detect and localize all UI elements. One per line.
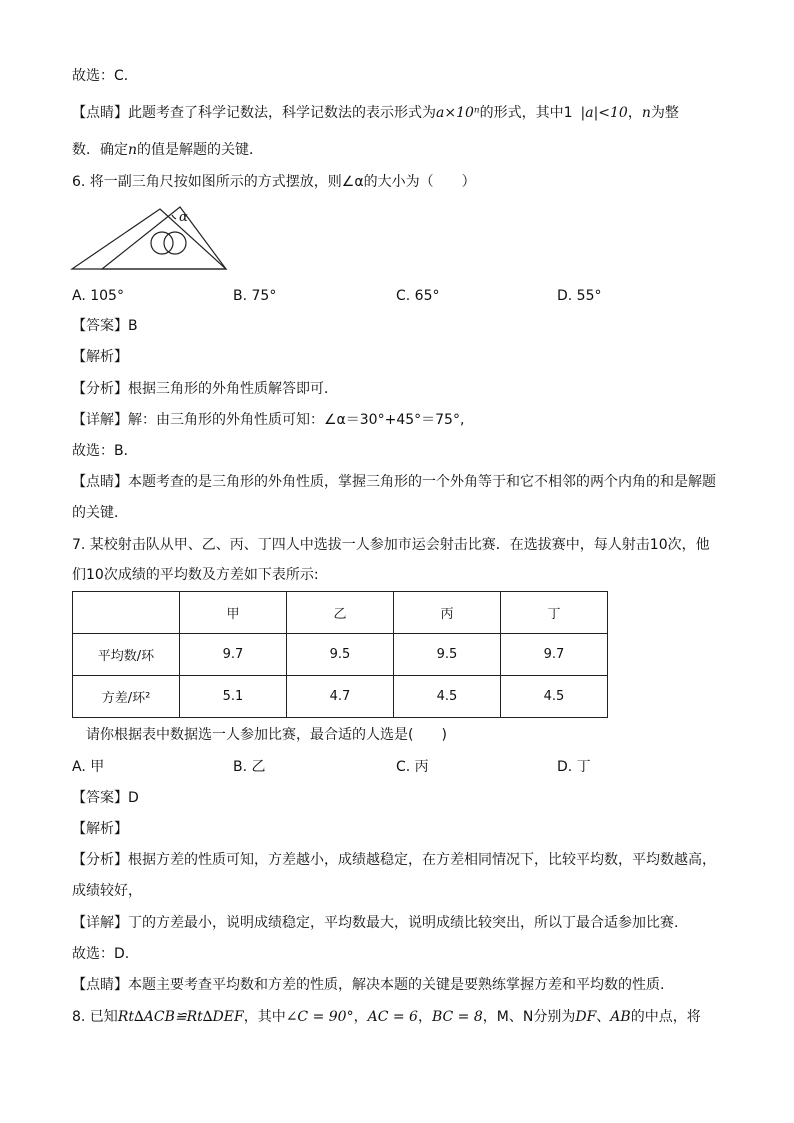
question-text: 的中点，将: [630, 1009, 701, 1025]
option-6-a: A. 105°: [72, 288, 124, 304]
answer-6: 【答案】B: [72, 318, 138, 334]
question-text: ，其中: [243, 1009, 286, 1025]
table-cell: 9.7: [501, 634, 608, 676]
answer-7: 【答案】D: [72, 790, 139, 806]
table-cell: 4.5: [394, 676, 501, 718]
comment-7: 【点睛】本题主要考查平均数和方差的性质，解决本题的关键是要熟练掌握方差和平均数的性质.: [72, 977, 665, 993]
analysis-6: 【分析】根据三角形的外角性质解答即可．: [72, 381, 338, 397]
choice-6: 故选：B．: [72, 443, 138, 459]
large-triangle: [72, 209, 226, 269]
angle-arc: [172, 215, 176, 219]
table-row: [73, 676, 608, 718]
small-triangle: [102, 207, 226, 269]
math-variable: n: [128, 142, 138, 158]
math-expression: Rt∆ACB≌Rt∆DEF: [117, 1009, 244, 1025]
question-7-line2: 们10次成绩的平均数及方差如下表所示:: [72, 567, 319, 583]
table-cell: 9.5: [394, 634, 501, 676]
comment-line: [72, 140, 263, 160]
analysis-heading-6: 【解析】: [72, 349, 128, 365]
math-expression: ∠C = 90°: [285, 1009, 354, 1025]
comment-6-line2: 的关键．: [72, 505, 128, 521]
table-header-cell: 乙: [287, 592, 394, 634]
option-6-b: B. 75°: [233, 288, 277, 304]
table-header-row: [73, 592, 608, 634]
alpha-label: α: [179, 210, 188, 225]
answer-line: 故选：C．: [72, 68, 138, 84]
table-header-cell: 甲: [180, 592, 287, 634]
scores-table: [72, 591, 608, 718]
question-text: ，M、N分别为: [482, 1009, 576, 1025]
table-cell: 9.5: [287, 634, 394, 676]
question-text: ，: [417, 1009, 432, 1025]
comment-line: [72, 103, 679, 123]
comment-text: ，: [627, 105, 642, 121]
table-header-cell: 丁: [501, 592, 608, 634]
analysis-heading-7: 【解析】: [72, 821, 128, 837]
comment-text: 【点睛】此题考查了科学记数法，科学记数法的表示形式为: [72, 105, 436, 121]
question-7-line1: 7. 某校射击队从甲、乙、丙、丁四人中选拔一人参加市运会射击比赛．在选拔赛中，每人射击10次，他: [72, 537, 710, 553]
triangle-ruler-figure: [68, 205, 232, 273]
option-7-d: D. 丁: [557, 759, 591, 775]
table-cell: 平均数/环: [73, 634, 180, 676]
math-expression: |a|<10: [580, 105, 628, 121]
table-header-cell: [73, 592, 180, 634]
math-expression: a×10ⁿ: [436, 105, 480, 121]
table-row: [73, 634, 608, 676]
question-text: 8. 已知: [72, 1009, 118, 1025]
comment-text: 数．确定: [72, 142, 128, 158]
table-cell: 方差/环²: [73, 676, 180, 718]
table-cell: 4.5: [501, 676, 608, 718]
math-expression: BC = 8: [431, 1009, 483, 1025]
analysis-7-line2: 成绩较好，: [72, 883, 142, 899]
option-7-b: B. 乙: [233, 759, 266, 775]
table-cell: 5.1: [180, 676, 287, 718]
circle-right: [164, 232, 186, 254]
math-expression: AC = 6: [367, 1009, 418, 1025]
question-6: 6. 将一副三角尺按如图所示的方式摆放，则∠α的大小为（ ）: [72, 174, 476, 190]
math-expression: DF: [575, 1009, 597, 1025]
detail-7: 【详解】丁的方差最小，说明成绩稳定，平均数最大，说明成绩比较突出，所以丁最合适参加比赛.: [72, 915, 679, 931]
table-cell: 9.7: [180, 634, 287, 676]
option-6-c: C. 65°: [396, 288, 440, 304]
option-7-c: C. 丙: [396, 759, 429, 775]
question-text: 、: [596, 1009, 611, 1025]
comment-text: 为整: [650, 105, 679, 121]
table-cell: 4.7: [287, 676, 394, 718]
table-header-cell: 丙: [394, 592, 501, 634]
option-6-d: D. 55°: [557, 288, 602, 304]
analysis-7-line1: 【分析】根据方差的性质可知，方差越小，成绩越稳定，在方差相同情况下，比较平均数，平均数越高，: [72, 852, 716, 868]
comment-6-line1: 【点睛】本题考查的是三角形的外角性质，掌握三角形的一个外角等于和它不相邻的两个内角的和是解题: [72, 474, 716, 490]
question-text: ，: [353, 1009, 368, 1025]
comment-text: 的值是解题的关键．: [137, 142, 264, 158]
math-expression: AB: [610, 1009, 631, 1025]
question-7-prompt: 请你根据表中数据选一人参加比赛，最合适的人选是( ): [86, 727, 447, 743]
choice-7: 故选：D.: [72, 946, 130, 962]
circle-left: [151, 232, 173, 254]
option-7-a: A. 甲: [72, 759, 105, 775]
math-variable: n: [641, 105, 651, 121]
comment-text: 的形式，其中1: [479, 105, 573, 121]
question-8: [72, 1007, 701, 1027]
detail-6: 【详解】解：由三角形的外角性质可知：∠α＝30°+45°＝75°,: [72, 412, 465, 428]
